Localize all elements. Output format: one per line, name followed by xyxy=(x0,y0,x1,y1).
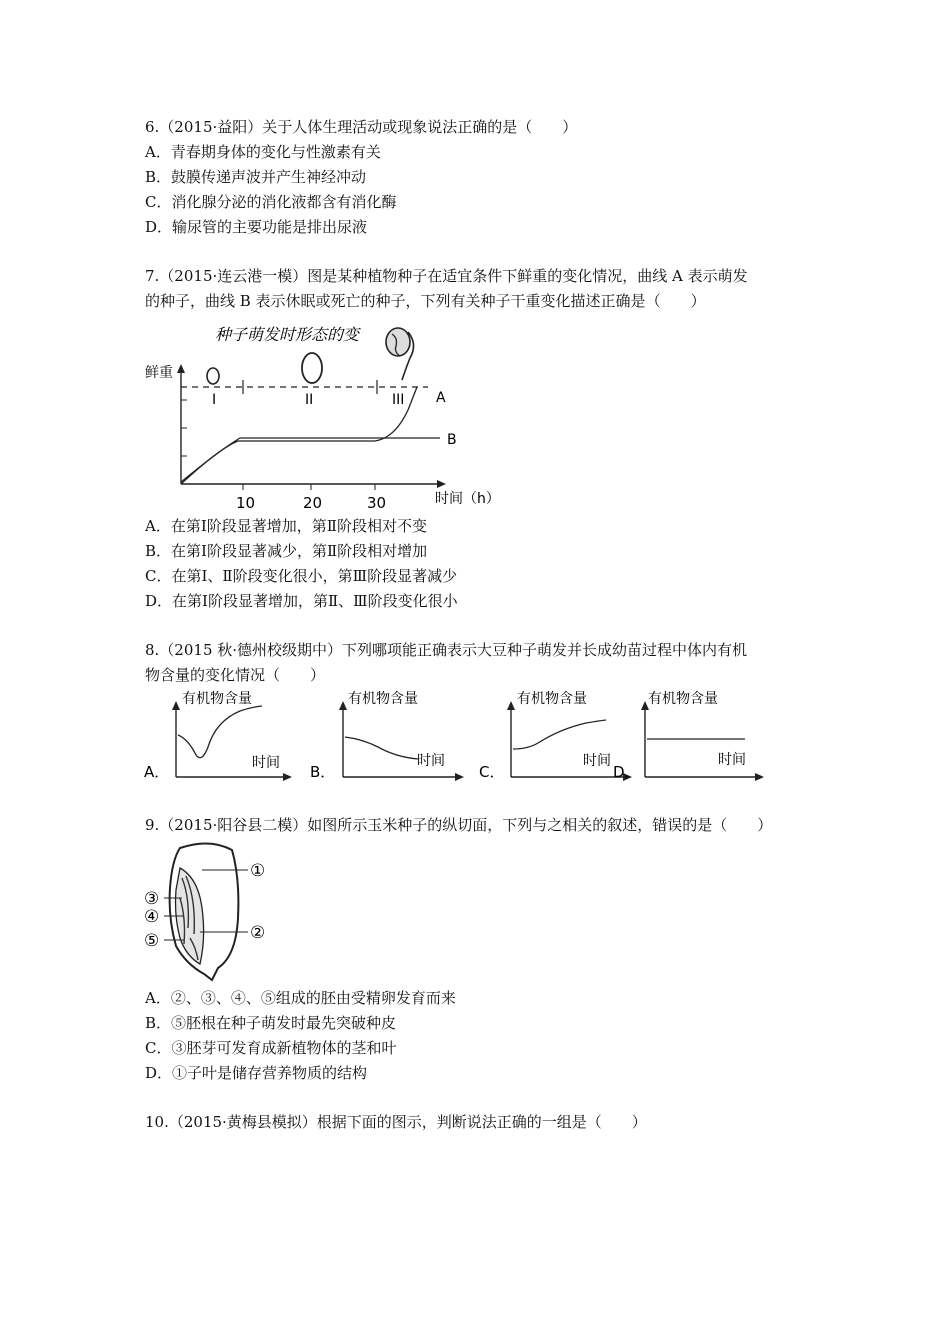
q9-stem: 9.（2015·阳谷县二模）如图所示玉米种子的纵切面，下列与之相关的叙述，错误的是（ ） xyxy=(145,816,773,834)
q7-ylabel: 鲜重 xyxy=(145,365,173,381)
q9-option-c: C．③胚芽可发育成新植物体的茎和叶 xyxy=(145,1039,397,1057)
q7-option-c: C．在第Ⅰ、Ⅱ阶段变化很小，第Ⅲ阶段显著减少 xyxy=(145,567,458,585)
q8-curve-b xyxy=(345,737,418,759)
curve-b xyxy=(181,438,440,482)
q8-curve-c xyxy=(513,720,606,749)
q7-option-b: B．在第Ⅰ阶段显著减少，第Ⅱ阶段相对增加 xyxy=(145,542,428,560)
q8-curve-a xyxy=(178,706,262,758)
q6-option-a: A．青春期身体的变化与性激素有关 xyxy=(145,143,381,161)
q8-graph-a-xlabel: 时间 xyxy=(252,755,280,771)
q7-stem-line1: 7.（2015·连云港一模）图是某种植物种子在适宜条件下鲜重的变化情况，曲线 A 表示萌发 xyxy=(145,267,748,285)
curve-a xyxy=(181,387,417,484)
q8-graph-c xyxy=(479,690,632,781)
q8-graph-d-xlabel: 时间 xyxy=(718,752,746,768)
stage-label-3: III xyxy=(392,392,405,408)
q8-graph-a-letter: A． xyxy=(144,763,170,781)
x-tick-10: 10 xyxy=(236,494,256,512)
x-tick-30: 30 xyxy=(367,494,387,512)
q9-option-a: A．②、③、④、⑤组成的胚由受精卵发育而来 xyxy=(145,989,456,1007)
q8-graph-b xyxy=(310,690,464,781)
q9-corn-seed-figure xyxy=(140,838,280,988)
seed-stage-1-drawing xyxy=(207,368,219,384)
q8-graph-b-ylabel: 有机物含量 xyxy=(348,691,418,707)
q7-figure-title: 种子萌发时形态的变 xyxy=(215,325,360,344)
label-5: ⑤ xyxy=(144,931,160,951)
seed-stage-2-drawing xyxy=(302,353,322,383)
q7-stem-line2: 的种子，曲线 B 表示休眠或死亡的种子，下列有关种子干重变化描述正确是（ ） xyxy=(145,292,706,310)
q8-graph-b-xlabel: 时间 xyxy=(417,753,445,769)
q8-graph-b-letter: B． xyxy=(310,763,336,781)
label-3: ③ xyxy=(144,889,160,909)
q10-stem: 10.（2015·黄梅县模拟）根据下面的图示，判断说法正确的一组是（ ） xyxy=(145,1113,647,1131)
curve-label-a: A xyxy=(436,390,446,406)
q6-option-b: B．鼓膜传递声波并产生神经冲动 xyxy=(145,168,367,186)
q9-option-b: B．⑤胚根在种子萌发时最先突破种皮 xyxy=(145,1014,397,1032)
x-tick-20: 20 xyxy=(303,494,323,512)
q9-option-d: D．①子叶是储存营养物质的结构 xyxy=(145,1064,368,1082)
q8-stem-line1: 8.（2015 秋·德州校级期中）下列哪项能正确表示大豆种子萌发并长成幼苗过程中体内有机 xyxy=(145,641,748,659)
q8-graphs xyxy=(140,685,780,785)
q8-graph-c-letter: C． xyxy=(479,763,505,781)
q8-graph-d-ylabel: 有机物含量 xyxy=(648,691,718,707)
label-4: ④ xyxy=(144,907,160,927)
curve-label-b: B xyxy=(447,432,457,448)
q6-stem: 6.（2015·益阳）关于人体生理活动或现象说法正确的是（ ） xyxy=(145,118,578,136)
q7-xlabel: 时间（h） xyxy=(435,491,500,507)
q8-graph-d-letter: D． xyxy=(613,763,640,781)
q8-stem-line2: 物含量的变化情况（ ） xyxy=(145,666,326,684)
q6-option-d: D．输尿管的主要功能是排出尿液 xyxy=(145,218,368,236)
q8-graph-c-xlabel: 时间 xyxy=(583,753,611,769)
label-2: ② xyxy=(250,923,266,943)
seed-stage-3-drawing xyxy=(386,328,414,380)
q6-option-c: C．消化腺分泌的消化液都含有消化酶 xyxy=(145,193,397,211)
q8-graph-a xyxy=(144,690,292,781)
stage-label-2: II xyxy=(305,392,314,408)
stage-label-1: I xyxy=(212,392,217,408)
label-1: ① xyxy=(250,861,266,881)
q7-figure xyxy=(140,320,520,515)
q8-graph-a-ylabel: 有机物含量 xyxy=(182,691,252,707)
q7-option-d: D．在第Ⅰ阶段显著增加，第Ⅱ、Ⅲ阶段变化很小 xyxy=(145,592,458,610)
q8-graph-c-ylabel: 有机物含量 xyxy=(517,691,587,707)
q8-graph-d xyxy=(613,690,764,781)
q7-option-a: A．在第Ⅰ阶段显著增加，第Ⅱ阶段相对不变 xyxy=(145,517,427,535)
